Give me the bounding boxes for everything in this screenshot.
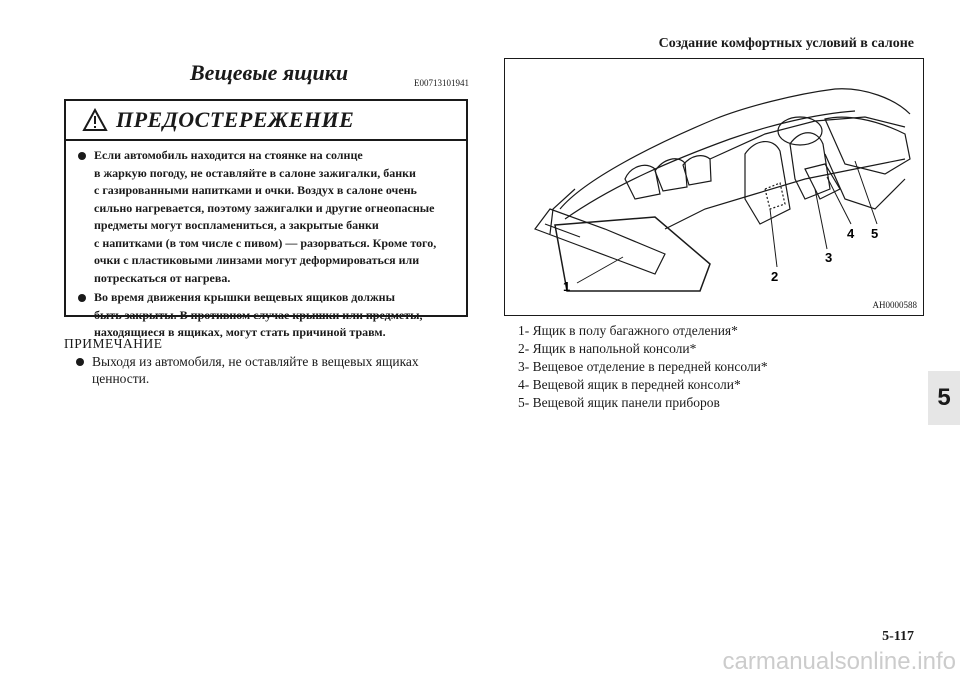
warning-line: Во время движения крышки вещевых ящиков должны (94, 290, 395, 304)
warning-line: предметы могут воспламениться, а закрытые банки (94, 218, 379, 232)
trunk-floor-box (555, 217, 710, 291)
figure-code: AH0000588 (872, 300, 917, 310)
warning-header (66, 101, 466, 141)
section-code: E00713101941 (414, 78, 469, 88)
chapter-tab: 5 (928, 371, 960, 425)
legend-item: 1- Ящик в полу багажного отделения* (518, 323, 738, 338)
bullet-dot-icon (78, 294, 86, 302)
callout-3: 3 (825, 250, 833, 265)
figure-legend (518, 322, 768, 412)
note-label: ПРИМЕЧАНИЕ (64, 336, 163, 351)
page-number: 5-117 (882, 629, 914, 644)
warning-line: с газированными напитками и очки. Воздух в салоне очень (94, 183, 417, 197)
warning-title: ПРЕДОСТЕРЕЖЕНИЕ (116, 107, 355, 132)
legend-item: 4- Вещевой ящик в передней консоли* (518, 377, 741, 392)
note-item (76, 353, 419, 387)
warning-line: сильно нагревается, поэтому зажигалки и другие огнеопасные (94, 200, 435, 215)
note-line: Выходя из автомобиля, не оставляйте в вещевых ящиках (92, 354, 419, 369)
warning-line: быть закрыты. В противном случае крышки или предметы, (94, 307, 423, 322)
warning-line: с напитками (в том числе с пивом) — разорваться. Кроме того, (94, 235, 437, 250)
bullet-dot-icon (76, 358, 84, 366)
callout-2: 2 (771, 269, 779, 284)
warning-triangle-icon (82, 108, 108, 132)
callout-4: 4 (847, 226, 855, 241)
warning-box (64, 99, 468, 339)
callout-5: 5 (871, 226, 879, 241)
warning-body (66, 141, 466, 342)
note-line: ценности. (92, 371, 150, 386)
warning-bullet (78, 147, 456, 287)
car-interior-illustration (505, 59, 925, 317)
warning-line: Если автомобиль находится на стоянке на солнце (94, 148, 363, 162)
legend-item: 2- Ящик в напольной консоли* (518, 341, 697, 356)
page-title: Вещевые ящики (190, 60, 349, 85)
warning-line: очки с пластиковыми линзами могут деформироваться или (94, 253, 420, 267)
watermark: carmanualsonline.info (722, 648, 956, 675)
warning-line: находящиеся в ящиках, могут стать причиной травм. (94, 325, 386, 339)
warning-line: в жаркую погоду, не оставляйте в салоне зажигалки, банки (94, 165, 416, 180)
warning-bullet (78, 289, 456, 342)
legend-item: 3- Вещевое отделение в передней консоли* (518, 359, 768, 374)
callout-1: 1 (563, 279, 571, 294)
running-header: Создание комфортных условий в салоне (658, 36, 914, 51)
bullet-dot-icon (78, 152, 86, 160)
car-interior-figure (504, 58, 924, 316)
legend-item: 5- Вещевой ящик панели приборов (518, 395, 720, 410)
warning-line: потрескаться от нагрева. (94, 270, 231, 285)
car-outline (535, 89, 910, 274)
